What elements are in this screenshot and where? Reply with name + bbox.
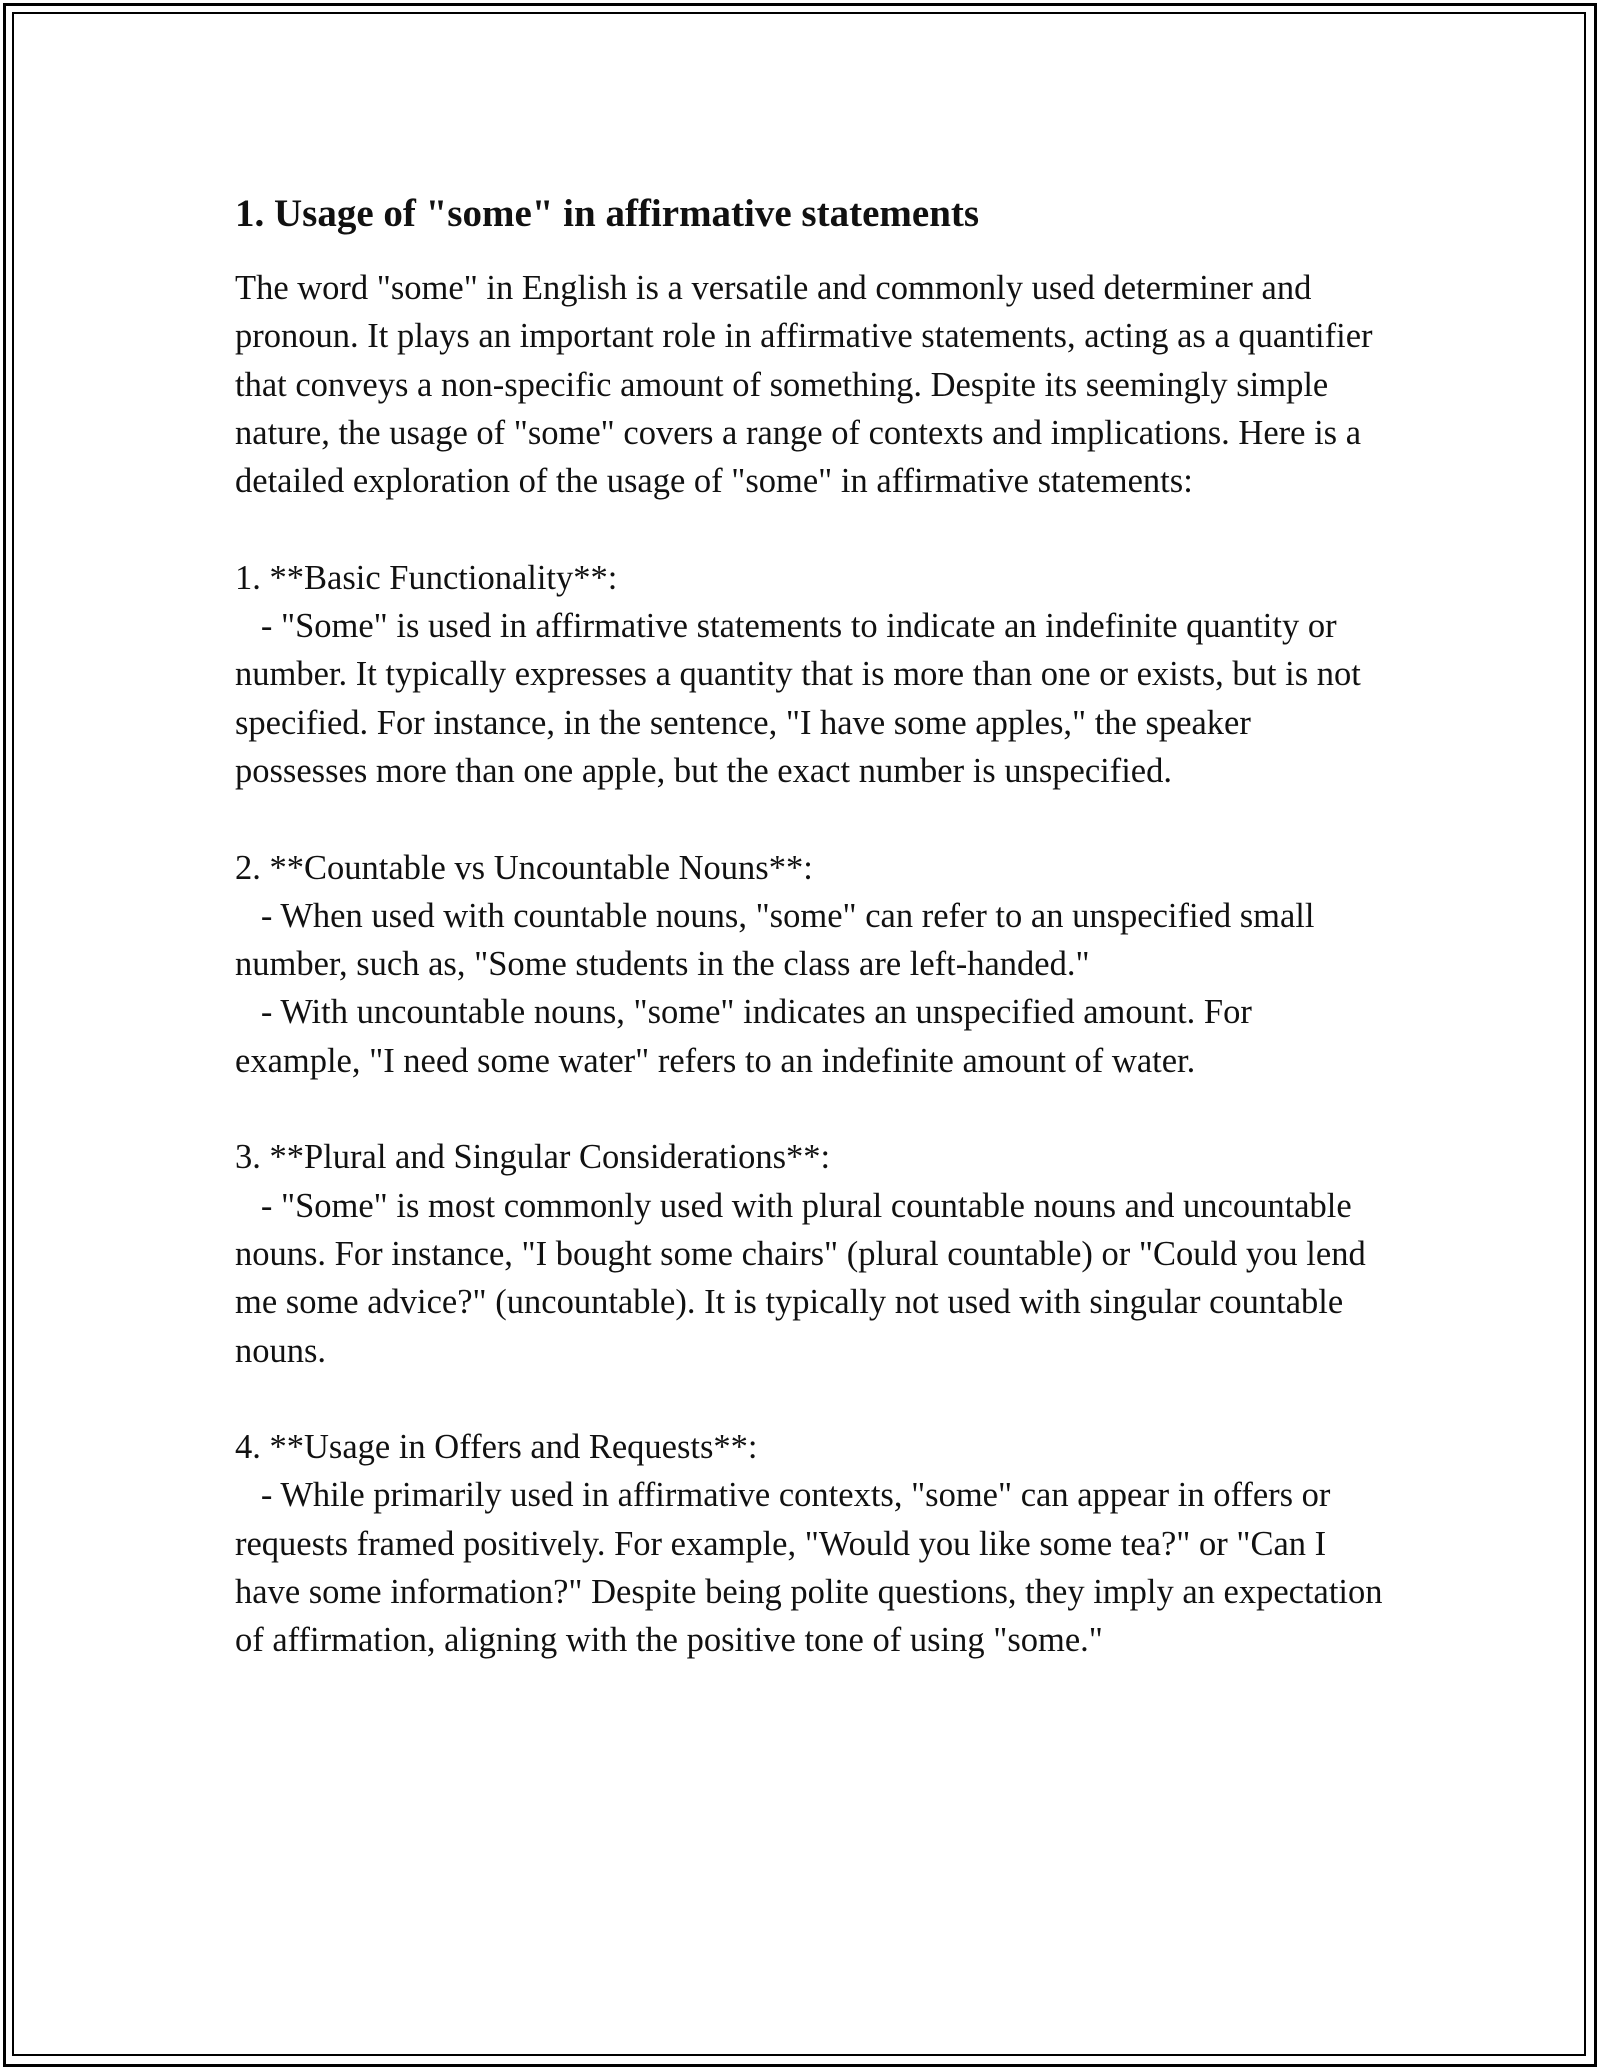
section-heading: 1. Usage of "some" in affirmative statements	[235, 192, 980, 235]
document-content	[235, 182, 1385, 1665]
section-body: The word "some" in English is a versatile and commonly used determiner and pronoun. It plays an important role in affirmative statements, acting as a quantifier that conveys a non-specific amount of something. Despite its seemingly simple nature, the usage of "some" covers a range of contexts and implications. Here is a detailed exploration of the usage of "some" in affirmative statements: 1. **Basic Functionality**: - "Some" is used in affirmative statements to indicate an indefinite quantity or number. It typically expresses a quantity that is more than one or exists, but is not specified. For instance, in the sentence, "I have some apples," the speaker possesses more than one apple, but the exact number is unspecified. 2. **Countable vs Uncountable Nouns**: - When used with countable nouns, "some" can refer to an unspecified small number, such as, "Some students in the class are left-handed." - With uncountable nouns, "some" indicates an unspecified amount. For example, "I need some water" refers to an indefinite amount of water. 3. **Plural and Singular Considerations**: - "Some" is most commonly used with plural countable nouns and uncountable nouns. For instance, "I bought some chairs" (plural countable) or "Could you lend me some advice?" (uncountable). It is typically not used with singular countable nouns. 4. **Usage in Offers and Requests**: - While primarily used in affirmative contexts, "some" can appear in offers or requests framed positively. For example, "Would you like some tea?" or "Can I have some information?" Despite being polite questions, they imply an expectation of affirmation, aligning with the positive tone of using "some."	[235, 269, 1383, 1660]
